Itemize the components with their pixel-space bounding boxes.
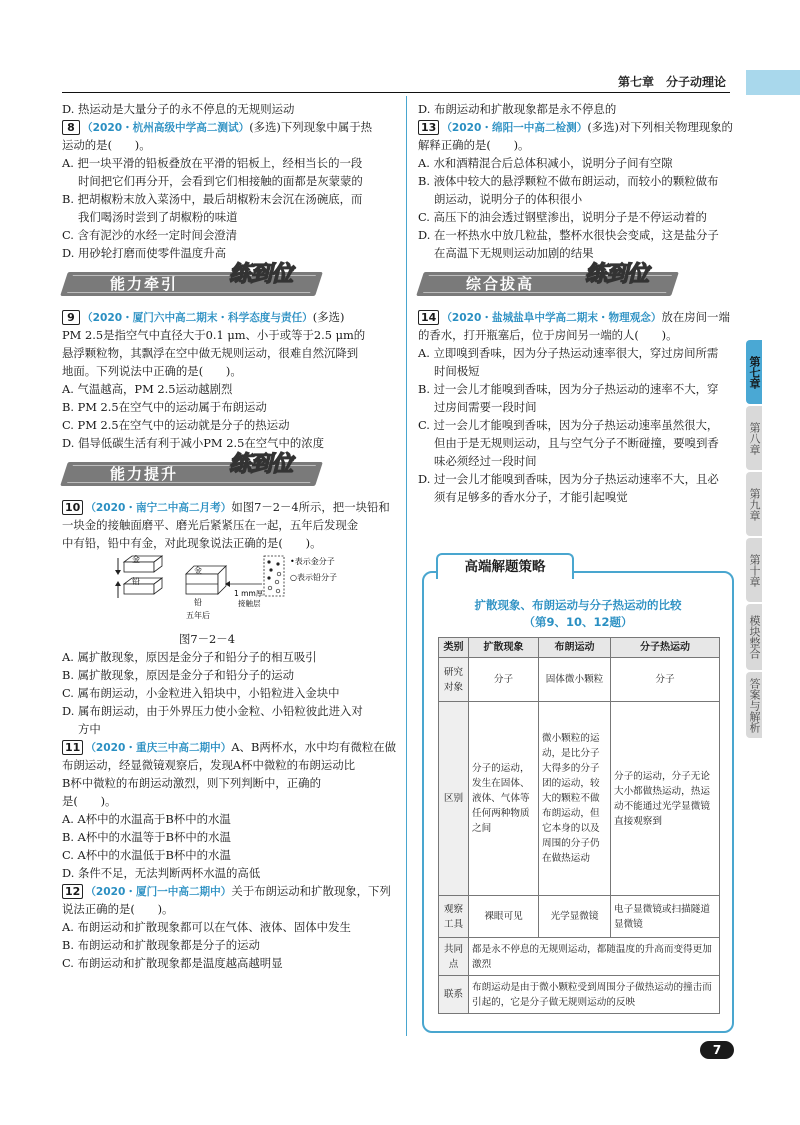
- table-row: [439, 896, 720, 938]
- table-cell: 布朗运动是由于微小颗粒受到周围分子做热运动的撞击而引起的，它是分子做无规则运动的反映: [469, 976, 720, 1014]
- banner-title: 能力牵引: [110, 275, 179, 293]
- row-header: 共同点: [439, 938, 469, 976]
- option-b-cont: 我们喝汤时尝到了胡椒粉的味道: [78, 210, 238, 224]
- question-source: （2020・南宁二中高二月考）: [85, 502, 232, 514]
- lead-molecule: [268, 586, 272, 590]
- question-source: （2020・厦门六中高二期末・科学态度与责任）: [82, 312, 313, 324]
- option-c: C. 属布朗运动，小金粒进入铅块中，小铅粒进入金块中: [62, 686, 340, 700]
- option-c-cont: 味必须经过一段时间: [434, 454, 537, 468]
- table-cell: 固体微小颗粒: [539, 658, 611, 702]
- question-stem: 一块金的接触面磨平、磨光后紧紧压在一起，五年后发现金: [62, 518, 359, 532]
- option-c: C. 过一会儿才能嗅到香味，因为分子热运动速率虽然很大，: [418, 418, 719, 432]
- side-tab-module[interactable]: 模块整合: [746, 604, 762, 670]
- option-d: D. 条件不足，无法判断两杯水温的高低: [62, 866, 261, 880]
- question-stem: B杯中微粒的布朗运动激烈，则下列判断中，正确的: [62, 776, 321, 790]
- option-a: A. 把一块平滑的铅板叠放在平滑的铝板上，经相当长的一段: [62, 156, 363, 170]
- lead-molecule: [277, 572, 281, 576]
- left-column: [62, 100, 397, 972]
- strategy-subtitle: （第9、10、12题）: [523, 615, 633, 629]
- question-11: [62, 738, 397, 882]
- question-stem: 的香水，打开瓶塞后，位于房间另一端的人( )。: [418, 328, 678, 342]
- row-header: 研究对象: [439, 658, 469, 702]
- section-banner-ability-improve: [64, 452, 392, 494]
- question-10: [62, 498, 392, 738]
- option-a: A. 立即嗅到香味，因为分子热运动速率很大，穿过房间所需: [418, 346, 719, 360]
- question-stem: 如图7－2－4所示，把一块铅和: [231, 500, 390, 514]
- table-cell: 分子的运动，分子无论大小都做热运动，热运动不能通过光学显微镜直接观察到: [611, 702, 720, 896]
- option-c-cont: 但由于是无规则运动，且与空气分子不断碰撞，要嗅到香: [434, 436, 719, 450]
- question-stem: 关于布朗运动和扩散现象，下列: [231, 884, 391, 898]
- section-banner-comprehensive: [420, 262, 738, 304]
- table-cell: 分子的运动，发生在固体、液体、气体等任何两种物质之间: [469, 702, 539, 896]
- strategy-title: 扩散现象、布朗运动与分子热运动的比较: [474, 598, 682, 612]
- banner-tag: 练到位: [585, 262, 649, 287]
- table-header: 布朗运动: [539, 638, 611, 658]
- row-header: 联系: [439, 976, 469, 1014]
- comparison-table: [438, 637, 720, 1014]
- question-stem: PM 2.5是指空气中直径大于0.1 μm、小于或等于2.5 μm的: [62, 328, 366, 342]
- option-c: C. A杯中的水温低于B杯中的水温: [62, 848, 231, 862]
- chapter-side-tabs: [746, 340, 800, 740]
- table-row: [439, 976, 720, 1014]
- table-row: [439, 658, 720, 702]
- option-a: A. 布朗运动和扩散现象都可以在气体、液体、固体中发生: [62, 920, 351, 934]
- question-stem: 悬浮颗粒物，其飘浮在空中做无规则运动，很难自然沉降到: [62, 346, 359, 360]
- question-number: 14: [418, 310, 439, 325]
- question-number: 10: [62, 500, 83, 515]
- strategy-title-block: [422, 597, 734, 631]
- contact-layer-box: [264, 556, 284, 596]
- gold-molecule: [267, 560, 270, 563]
- option-d-cont: 在高温下无规则运动加剧的结果: [434, 246, 594, 260]
- merged-lead-label: 铅: [194, 598, 202, 607]
- question-stem: 是( )。: [62, 794, 117, 808]
- page-header: [62, 73, 730, 91]
- question-9: [62, 308, 392, 452]
- question-stem: 布朗运动，经显微镜观察后，发现A杯中微粒的布朗运动比: [62, 758, 355, 772]
- table-header: 分子热运动: [611, 638, 720, 658]
- option-b: B. 把胡椒粉末放入菜汤中，最后胡椒粉末会沉在汤碗底，而: [62, 192, 363, 206]
- table-header-row: [439, 638, 720, 658]
- option-d-cont: 方中: [78, 722, 101, 736]
- table-header: 扩散现象: [469, 638, 539, 658]
- lead-molecule: [276, 589, 280, 593]
- side-tab-chapter-10[interactable]: 第十章: [746, 538, 762, 602]
- question-number: 8: [62, 120, 80, 135]
- side-tab-chapter-9[interactable]: 第九章: [746, 472, 762, 536]
- question-stem: 解释正确的是( )。: [418, 138, 530, 152]
- question-source: （2020・厦门一中高二期中）: [85, 886, 232, 898]
- strategy-label: 高端解题策略: [436, 553, 574, 579]
- option-d: D. 用砂轮打磨而使零件温度升高: [62, 246, 227, 260]
- gold-molecule: [267, 576, 270, 579]
- question-14: [418, 308, 738, 506]
- question-stem: 说法正确的是( )。: [62, 902, 174, 916]
- option-b-cont: 朗运动，说明分子的体积很小: [434, 192, 583, 206]
- table-cell: 电子显微镜或扫描隧道显微镜: [611, 896, 720, 938]
- banner-title: 综合拔高: [466, 275, 535, 293]
- banner-tag: 练到位: [229, 262, 293, 287]
- option-a: A. 水和酒精混合后总体积减小，说明分子间有空隙: [418, 156, 673, 170]
- option-a: A. 属扩散现象，原因是金分子和铅分子的相互吸引: [62, 650, 317, 664]
- question-12: [62, 882, 392, 972]
- contact-layer-label: 接触层: [238, 599, 261, 608]
- chapter-title: 第七章 分子动理论: [617, 75, 726, 89]
- table-cell: 光学显微镜: [539, 896, 611, 938]
- side-tab-chapter-8[interactable]: 第八章: [746, 406, 762, 470]
- side-tab-answers[interactable]: 答案与解析: [746, 672, 762, 738]
- diffusion-diagram: [62, 554, 392, 630]
- page-number: 7: [700, 1041, 734, 1059]
- legend-lead: ○表示铅分子: [290, 573, 337, 582]
- header-rule: [62, 92, 730, 93]
- option-d: D. 在一杯热水中放几粒盐，整杯水很快会变咸，这是盐分子: [418, 228, 719, 242]
- option-d: D. 倡导低碳生活有利于减小PM 2.5在空气中的浓度: [62, 436, 325, 450]
- gold-molecule: [276, 562, 279, 565]
- question-number: 11: [62, 740, 83, 755]
- row-header: 观察工具: [439, 896, 469, 938]
- option-c: C. PM 2.5在空气中的运动就是分子的热运动: [62, 418, 290, 432]
- table-cell: 分子: [469, 658, 539, 702]
- right-column: [418, 100, 738, 506]
- option-c: C. 布朗运动和扩散现象都是温度越高越明显: [62, 956, 283, 970]
- question-source: （2020・杭州高级中学高二测试）: [82, 122, 250, 134]
- lead-label: 铅: [132, 577, 140, 586]
- side-tab-chapter-7[interactable]: 第七章: [746, 340, 762, 404]
- option-b-cont: 过房间需要一段时间: [434, 400, 537, 414]
- gold-label: 金: [132, 555, 140, 564]
- strategy-box: [416, 545, 736, 1035]
- question-source: （2020・盐城盐阜中学高二期末・物理观念）: [441, 312, 662, 324]
- option-a: A. 气温越高，PM 2.5运动越剧烈: [62, 382, 233, 396]
- option-d: D. 属布朗运动，由于外界压力使小金粒、小铅粒彼此进入对: [62, 704, 363, 718]
- option-b: B. 布朗运动和扩散现象都是分子的运动: [62, 938, 260, 952]
- years-label: 五年后: [186, 611, 210, 620]
- question-stem: 运动的是( )。: [62, 138, 151, 152]
- option-b: B. 液体中较大的悬浮颗粒不做布朗运动，而较小的颗粒做布: [418, 174, 719, 188]
- option-b: B. PM 2.5在空气中的运动属于布朗运动: [62, 400, 267, 414]
- column-divider: [406, 96, 407, 1036]
- table-row: [439, 702, 720, 896]
- question-stem: 放在房间一端: [661, 310, 730, 324]
- question-13: [418, 118, 738, 262]
- table-row: [439, 938, 720, 976]
- option-b: B. 过一会儿才能嗅到香味，因为分子热运动的速率不大，穿: [418, 382, 719, 396]
- table-header: 类别: [439, 638, 469, 658]
- q12-option-d: D. 布朗运动和扩散现象都是永不停息的: [418, 102, 617, 116]
- question-8: [62, 118, 392, 262]
- option-d-cont: 须有足够多的香水分子，才能引起嗅觉: [434, 490, 628, 504]
- option-a-cont: 时间极短: [434, 364, 480, 378]
- option-c: C. 含有泥沙的水经一定时间会澄清: [62, 228, 238, 242]
- thickness-label: 1 mm厚: [234, 589, 264, 598]
- header-tab-decoration: [746, 70, 800, 95]
- question-stem: (多选)对下列相关物理现象的: [587, 120, 733, 134]
- merged-gold-label: 金: [194, 566, 202, 575]
- gold-molecule: [269, 568, 272, 571]
- lead-molecule: [275, 580, 279, 584]
- question-number: 9: [62, 310, 80, 325]
- legend-gold: •表示金分子: [290, 557, 335, 566]
- press-arrowhead-up: [115, 581, 121, 586]
- question-stem: 中有铅，铅中有金，对此现象说法正确的是( )。: [62, 536, 322, 550]
- question-stem: (多选): [312, 310, 345, 324]
- question-stem: (多选)下列现象中属于热: [249, 120, 372, 134]
- option-a-cont: 时间把它们再分开，会看到它们相接触的面都是灰蒙蒙的: [78, 174, 363, 188]
- option-d: D. 过一会儿才能嗅到香味，因为分子热运动速率不大，且必: [418, 472, 719, 486]
- q7-option-d: D. 热运动是大量分子的永不停息的无规则运动: [62, 102, 295, 116]
- figure-caption: 图7－2－4: [179, 632, 235, 646]
- figure-7-2-4: [62, 554, 392, 630]
- question-number: 12: [62, 884, 83, 899]
- table-cell: 分子: [611, 658, 720, 702]
- press-arrowhead-down: [115, 570, 121, 575]
- table-cell: 裸眼可见: [469, 896, 539, 938]
- option-b: B. A杯中的水温等于B杯中的水温: [62, 830, 231, 844]
- table-cell: 微小颗粒的运动，是比分子大得多的分子团的运动，较大的颗粒不做布朗运动，但它本身的以及周围的分子仍在做热运动: [539, 702, 611, 896]
- banner-title: 能力提升: [110, 465, 179, 483]
- question-stem: A、B两杯水，水中均有微粒在做: [231, 740, 397, 754]
- question-source: （2020・重庆三中高二期中）: [85, 742, 232, 754]
- question-stem: 地面。下列说法中正确的是( )。: [62, 364, 242, 378]
- section-banner-ability-traction: [64, 262, 392, 304]
- option-c: C. 高压下的油会透过钢壁渗出，说明分子是不停运动着的: [418, 210, 707, 224]
- question-number: 13: [418, 120, 439, 135]
- banner-tag: 练到位: [229, 452, 293, 477]
- option-a: A. A杯中的水温高于B杯中的水温: [62, 812, 231, 826]
- table-cell: 都是永不停息的无规则运动，都随温度的升高而变得更加激烈: [469, 938, 720, 976]
- row-header: 区别: [439, 702, 469, 896]
- option-b: B. 属扩散现象，原因是金分子和铅分子的运动: [62, 668, 295, 682]
- question-source: （2020・绵阳一中高二检测）: [441, 122, 588, 134]
